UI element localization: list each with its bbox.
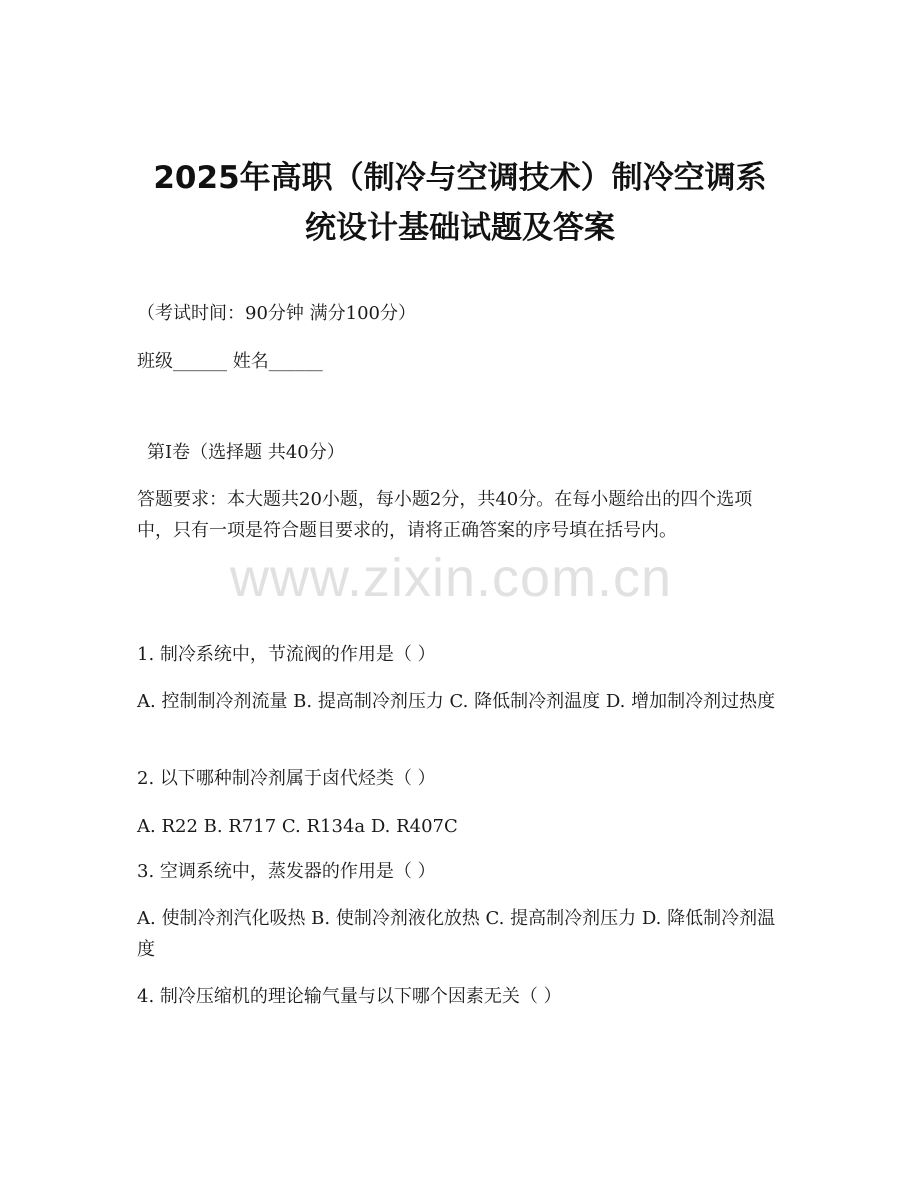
question-3-stem: 3. 空调系统中，蒸发器的作用是（ ） [137, 861, 436, 882]
watermark: www.zixin.com.cn [230, 548, 673, 608]
class-name-fields: 班级______ 姓名______ [137, 351, 323, 372]
document-title-line-2: 统设计基础试题及答案 [305, 210, 615, 246]
question-2-stem: 2. 以下哪种制冷剂属于卤代烃类（ ） [137, 768, 436, 789]
question-1-stem: 1. 制冷系统中，节流阀的作用是（ ） [137, 644, 436, 665]
question-2-options: A. R22 B. R717 C. R134a D. R407C [137, 816, 458, 837]
instructions-paragraph: 答题要求：本大题共20小题，每小题2分，共40分。在每小题给出的四个选项中，只有一项是符合题目要求的，请将正确答案的序号填在括号内。 [137, 489, 753, 541]
document-title-line-1: 2025年高职（制冷与空调技术）制冷空调系 [153, 160, 767, 196]
question-1-options: A. 控制制冷剂流量 B. 提高制冷剂压力 C. 降低制冷剂温度 D. 增加制冷剂过热度 [137, 691, 776, 712]
exam-info: （考试时间：90分钟 满分100分） [137, 303, 416, 324]
question-4-stem: 4. 制冷压缩机的理论输气量与以下哪个因素无关（ ） [137, 986, 562, 1007]
question-3-options: A. 使制冷剂汽化吸热 B. 使制冷剂液化放热 C. 提高制冷剂压力 D. 降低制冷剂温度 [137, 908, 776, 960]
section-title: 第I卷（选择题 共40分） [147, 442, 345, 463]
